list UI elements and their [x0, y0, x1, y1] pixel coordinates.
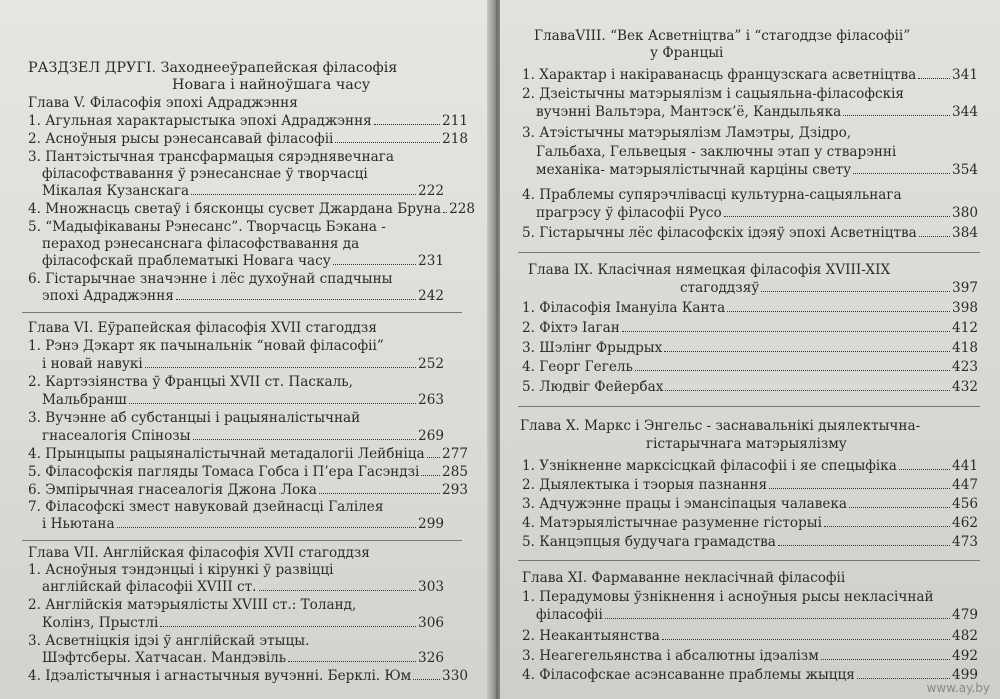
- toc-entry[interactable]: і новай навукі 252: [42, 356, 444, 372]
- toc-entry-line[interactable]: 3. Атэістычны матэрыялізм Ламэтры, Дзідро,: [522, 125, 852, 141]
- toc-entry[interactable]: 1. Агульная характарыстыка эпохі Адраджэння 211: [28, 113, 468, 129]
- toc-entry[interactable]: 4. Філасофскае асэнсаванне праблемы жыцця 499: [522, 667, 978, 683]
- divider: [518, 406, 980, 407]
- toc-entry[interactable]: Мальбранш 263: [42, 392, 444, 408]
- chapter-7-title: Глава VII. Англійская філасофія XVII стагоддзя: [28, 545, 370, 561]
- toc-entry[interactable]: 5. Філасофскія пагляды Томаса Гобса і П’ера Гасэндзі 285: [28, 464, 468, 480]
- toc-entry[interactable]: 1. Характар і накіраванасць французскага асветніцтва 341: [522, 67, 978, 83]
- toc-entry-line[interactable]: 4. Праблемы супярэчлівасці культурна-сацыяльнага: [522, 187, 902, 203]
- section-heading: РАЗДЗЕЛ ДРУГІ. Заходнееўрапейская філасофія: [28, 60, 398, 76]
- chapter-5-title: Глава V. Філасофія эпохі Адраджэння: [28, 95, 298, 111]
- toc-entry[interactable]: 2. Фіхтэ Іаган 412: [522, 320, 978, 336]
- toc-entry[interactable]: 4. Множнасць светаў і бясконцы сусвет Джардана Бруна 228: [28, 201, 476, 217]
- chapter-8-title-cont: у Францыі: [650, 45, 724, 61]
- toc-entry-line[interactable]: 5. “Мадыфікаваны Рэнесанс”. Творчасць Бэкана -: [28, 219, 386, 235]
- toc-entry-line[interactable]: 1. Асноўныя тэндэнцыі і кірункі ў развіцці: [28, 562, 334, 578]
- chapter-9-title: Глава IX. Класічная нямецкая філасофія XVIII-XIX: [528, 262, 891, 278]
- toc-entry-line[interactable]: 3. Вучэнне аб субстанцыі і рацыяналістычнай: [28, 410, 361, 426]
- toc-entry-line[interactable]: 3. Пантэістычная трансфармацыя сярэднявечнага: [28, 149, 394, 165]
- toc-entry[interactable]: 3. Неагегельянства і абсалютны ідэалізм 492: [522, 648, 978, 664]
- toc-entry-line[interactable]: 2. Англійскія матэрыялісты XVIII ст.: Толанд,: [28, 597, 357, 613]
- toc-entry-line[interactable]: пераход рэнесанснага філасофствавання да: [42, 236, 360, 252]
- left-page: [0, 0, 492, 699]
- toc-entry[interactable]: 5. Гістарычны лёс філасофскіх ідэяў эпохі Асветніцтва 384: [522, 225, 978, 241]
- toc-entry[interactable]: англійскай філасофіі XVIII ст. 303: [42, 579, 444, 595]
- toc-entry[interactable]: гнасеалогія Спінозы 269: [42, 428, 444, 444]
- toc-entry[interactable]: 4. Прынцыпы рацыяналістычнай метадалогіі Лейбніца 277: [28, 446, 468, 462]
- chapter-6-title: Глава VI. Еўрапейская філасофія XVII стагоддзя: [28, 320, 377, 336]
- toc-entry[interactable]: механіка- матэрыялістычнай карціны свету 354: [536, 162, 978, 178]
- toc-entry[interactable]: філасофіі 479: [536, 607, 978, 623]
- toc-entry[interactable]: 1. Узнікненне марксісцкай філасофіі і яе спецыфіка 441: [522, 458, 978, 474]
- toc-entry-line[interactable]: 7. Філасофскі змест навуковай дзейнасці Галілея: [28, 499, 384, 515]
- toc-entry[interactable]: філасофскай праблематыкі Новага часу 231: [42, 253, 444, 269]
- divider: [518, 560, 980, 561]
- toc-entry-line[interactable]: Гальбаха, Гельвецыя - заключны этап у стварэнні: [536, 144, 897, 160]
- chapter-9-title-cont[interactable]: стагоддзяў 397: [680, 280, 978, 296]
- toc-entry[interactable]: 5. Канцэпцыя будучага грамадства 473: [522, 534, 978, 550]
- toc-entry-line[interactable]: 6. Гістарычнае значэнне і лёс духоўнай спадчыны: [28, 271, 393, 287]
- toc-entry-line[interactable]: 2. Картэзіянства ў Францыі XVII ст. Паскаль,: [28, 374, 353, 390]
- toc-entry[interactable]: Шэфтсберы. Хатчасан. Мандэвіль 326: [42, 650, 444, 666]
- toc-entry-line[interactable]: 3. Асветніцкія ідэі ў англійскай этыцы.: [28, 633, 310, 649]
- section-heading-cont: Новага і найноўшага часу: [172, 77, 371, 93]
- chapter-11-title: Глава XI. Фармаванне некласічнай філасофіі: [522, 570, 846, 586]
- toc-entry[interactable]: 4. Матэрыялістычнае разуменне гісторыі 462: [522, 515, 978, 531]
- toc-entry[interactable]: і Ньютана 299: [42, 516, 444, 532]
- toc-entry-line[interactable]: 1. Рэнэ Дэкарт як пачынальнік “новай філасофіі”: [28, 338, 384, 354]
- toc-entry[interactable]: 3. Адчужэнне працы і эмансіпацыя чалавека 456: [522, 496, 978, 512]
- toc-entry[interactable]: Колінз, Прыстлі 306: [42, 615, 444, 631]
- toc-entry[interactable]: 2. Неакантыянства 482: [522, 628, 978, 644]
- chapter-8-title: ГлаваVIII. “Век Асветніцтва” і “стагоддзе філасофіі”: [534, 28, 911, 44]
- toc-entry[interactable]: 6. Эмпірычная гнасеалогія Джона Лока 293: [28, 482, 468, 498]
- toc-entry-line[interactable]: 2. Дзеістычны матэрыялізм і сацыяльна-філасофскія: [522, 86, 905, 102]
- toc-entry[interactable]: 3. Шэлінг Фрыдрых 418: [522, 340, 978, 356]
- toc-entry[interactable]: 2. Дыялектыка і тэорыя пазнання 447: [522, 477, 978, 493]
- toc-entry-line[interactable]: 1. Перадумовы ўзнікнення і асноўныя рысы некласічнай: [522, 589, 934, 605]
- toc-entry[interactable]: 4. Георг Гегель 423: [522, 359, 978, 375]
- toc-entry[interactable]: 2. Асноўныя рысы рэнесансавай філасофіі 218: [28, 131, 468, 147]
- toc-entry-line[interactable]: філасофствавання ў рэнесанснае ў творчасці: [42, 166, 368, 182]
- toc-entry[interactable]: вучэнні Вальтэра, Мантэск’ё, Кандыльяка 344: [536, 104, 978, 120]
- toc-entry[interactable]: 1. Філасофія Імануіла Канта 398: [522, 300, 978, 316]
- chapter-10-title-cont: гістарычнага матэрыялізму: [646, 436, 847, 452]
- divider: [22, 312, 462, 313]
- toc-entry[interactable]: прагрэсу ў філасофіі Русо 380: [536, 205, 978, 221]
- toc-entry[interactable]: эпохі Адраджэння 242: [42, 288, 444, 304]
- right-page: [500, 0, 1000, 699]
- toc-entry[interactable]: Мікалая Кузанскага 222: [42, 183, 444, 199]
- toc-entry[interactable]: 5. Людвіг Фейербах 432: [522, 379, 978, 395]
- divider: [22, 540, 462, 541]
- chapter-10-title: Глава X. Маркс і Энгельс - заснавальнікі дыялектычна-: [520, 418, 921, 434]
- toc-entry[interactable]: 4. Ідэалістычныя і агнастычныя вучэнні. Берклі. Юм 330: [28, 668, 468, 684]
- divider: [518, 252, 980, 253]
- site-watermark: www.ay.by: [926, 681, 990, 695]
